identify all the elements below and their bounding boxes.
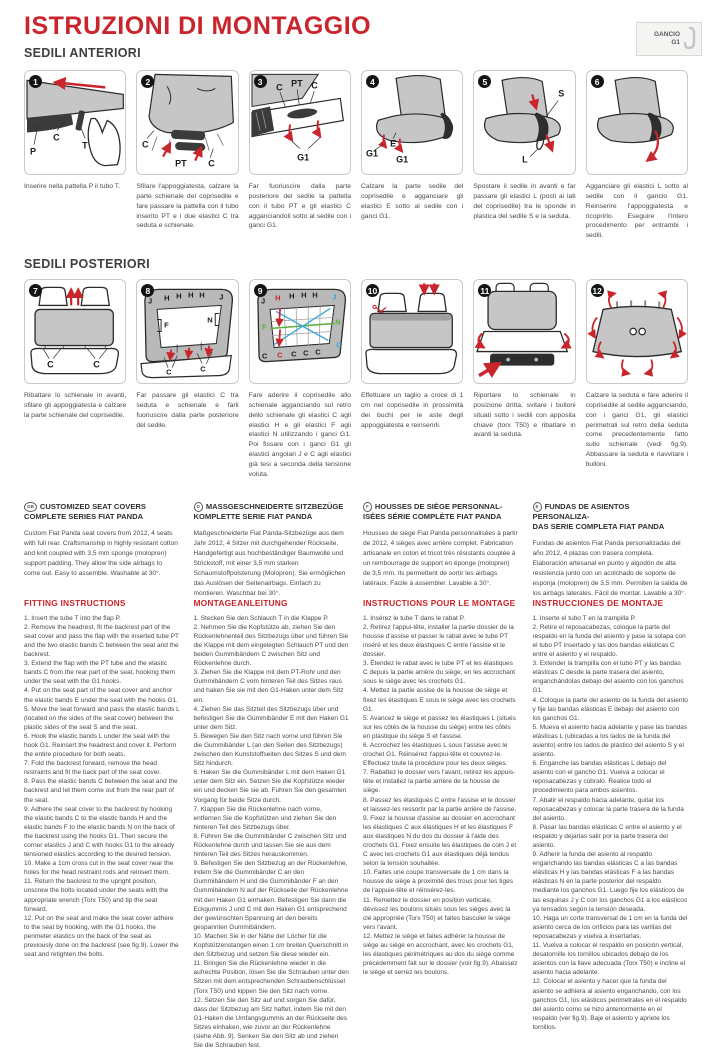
instruction-step: 7. Klappen Sie die Rückenlehne nach vorne, entfernen Sie die Kopfstützen und ziehen Sie den hinteren Teil des Sitzbezugs über.: [193, 805, 337, 831]
backrest-flap-illustration: [137, 71, 237, 174]
step-12-number-badge: 12: [592, 285, 602, 296]
step-9-number-badge: 9: [254, 284, 267, 297]
step-cell-6: [586, 70, 688, 241]
instruction-step: 6. Enganche las bandas elásticas L debajo del asiento con el gancho G1. Vuelva a colocar el reposacabezas y cúbralo. Realice todo el procedimiento para ambos asientos.: [532, 760, 667, 795]
step-5-caption: Spostare il sedile in avanti e far passare gli elastici L (posti ai lati del coprisedile) tra le sponde in plastica del sedile S e la seduta.: [473, 183, 576, 220]
step-10-figure: [361, 279, 463, 384]
instruction-step: 7. Rabattez le dossier vers l'avant, retirez les appuis-tête et installez la partie arrière de la housse de siège.: [363, 769, 516, 795]
fig-label: C: [93, 359, 100, 370]
lang-en-intro: Custom Fiat Panda seat covers from 2012, 4 seats with full rear. Craftsmanship in highly resistant cotton and knit coupled with 3,5 mm sponge (molopren) support padding. They allow the side airbags to come out. Easy to assemble. Washable at 30°.: [24, 530, 178, 577]
g1-hook-label: [654, 31, 680, 47]
instruction-step: 11. Bringen Sie die Rückenlehne wieder in die aufrechte Position, lösen Sie die Schrauben unter den Sitzen mit dem entsprechenden Schraubenschlüssel (Torx T50) und kippen Sie den Sitz nach vorne.: [193, 960, 349, 995]
seat-flap-tube-illustration: [25, 71, 125, 174]
page-header: [24, 12, 688, 60]
fig-label: C: [335, 340, 342, 350]
page-title: ISTRUZIONI DI MONTAGGIO: [24, 12, 372, 40]
fig-label: H: [199, 290, 205, 300]
instruction-step: 5. Mueva el asiento hacia adelante y pase las bandas elásticas L (ubicadas a los lados de la funda del asiento) entre los lados de plástico del asiento S y el asiento.: [532, 723, 688, 759]
fig-label: H: [300, 290, 307, 300]
instruction-step: 4. Put on the seat part of the seat cover and anchor the elastic bands E under the seat with the hooks G1.: [24, 687, 178, 704]
instruction-step: 7. Fold the backrest forward, remove the head restraints and fit the back part of the seat cover.: [24, 760, 161, 777]
instruction-step: 3. Extend the flap with the PT tube and the elastic bands C from the rear part of the seat, hooking them under the seat with the G1 hooks.: [24, 660, 176, 686]
lang-de-title-line2: KOMPLETTE SERIE FIAT PANDA: [193, 511, 313, 521]
lang-de-title: [194, 502, 350, 523]
instruction-step: 8. Pasar las bandas elásticas C entre el asiento y el respaldo y dejarlas salir por la parte trasera del asiento.: [532, 823, 682, 849]
lang-es-intro-block: [533, 502, 689, 598]
rear-seats-heading: SEDILI POSTERIORI: [24, 257, 150, 272]
seat-elastics-illustration: [362, 71, 462, 174]
lang-en-heading: FITTING INSTRUCTIONS: [24, 597, 126, 608]
instruction-step: 8. Führen Sie die Gummibänder C zwischen Sitz und Rückenlehne durch und lassen Sie sie aus dem hinteren Teil des Sitzes herauskommen.: [193, 832, 347, 859]
lang-column-fr: [363, 502, 519, 1050]
step-9-caption: Fare aderire il coprisedile allo schienale agganciando sul retro dello schienale gli elastici C agli elastici H e gli elastici F agli elastici N utilizzando i ganci G1. Poi fissare con i ganci G1 gli elastici angolari J e C agli elastici già tesi a seconda della tensione voluta.: [248, 392, 351, 478]
fig-label: L: [522, 154, 529, 165]
step-6-caption: Agganciare gli elastici L sotto al sedile con il gancio G1. Reinserire l'appoggiatesta e ricoprirlo. Eseguire l'intero procedimento per entrambi i sedili.: [585, 183, 688, 240]
step-2-caption: Sfilare l'appoggiatesta, calzare la parte schienale del coprisedile e fare passare la pattella con il tubo inserito PT e i due elastici C tra seduta e schienale.: [136, 183, 239, 230]
g1-hook-label-line2: G1: [671, 39, 680, 46]
instruction-step: 1. Stecken Sie den Schlauch T in die Klappe P.: [193, 614, 329, 622]
step-6-number-badge: 6: [591, 75, 604, 88]
step-11-caption: Riportare lo schienale in posizione dritta, svitare i bulloni situati sotto i sedili con apposita chiave (torx T50) e ribaltare in avanti la seduta.: [473, 392, 576, 439]
lang-es-title-line1: FUNDAS DE ASIENTOS PERSONALIZA-: [532, 501, 630, 521]
bench-headrests-illustration: [25, 280, 125, 383]
step-9-figure: [249, 279, 351, 384]
instruction-step: 4. Coloque la parte del asiento de la funda del asiento y fije las bandas elásticas E debajo del asiento con los ganchos G1.: [532, 696, 688, 722]
step-12-figure: [586, 279, 688, 384]
step-7-number-badge: 7: [29, 284, 42, 297]
lang-fr-title-line2: ISÉES SÉRIE COMPLÈTE FIAT PANDA: [363, 511, 502, 521]
lang-es-heading: INSTRUCCIONES DE MONTAJE: [532, 597, 664, 608]
instruction-step: 1. Insert the tube T into the flap P.: [24, 614, 121, 622]
lang-es-steps: [533, 614, 689, 1032]
fig-label: G1: [396, 154, 409, 165]
elastics-tension-grid-illustration: [250, 280, 350, 383]
instruction-step: 1. Inserte el tubo T en la trampilla P.: [532, 614, 636, 622]
fig-label: C: [290, 349, 297, 359]
g1-hook-legend: [636, 22, 702, 56]
fig-label: E: [390, 138, 397, 149]
lang-fr-intro-block: [363, 502, 519, 598]
step-cell-1: [24, 70, 126, 241]
fig-label: T: [82, 140, 88, 151]
step-3-number-badge: 3: [254, 75, 267, 88]
fig-label: C: [47, 359, 54, 370]
instruction-step: 11. Return the backrest to the upright position, unscrew the bolts located under the seats with the appropriate wrench (Torx T50) and tip the seat forward.: [24, 878, 169, 913]
fig-label: C: [310, 80, 318, 91]
fig-label: G1: [296, 152, 309, 163]
fig-label: G1: [366, 148, 379, 159]
step-2-number-badge: 2: [141, 75, 154, 88]
lang-es-title-line2: DAS SERIE COMPLETA FIAT PANDA: [532, 522, 665, 532]
step-10-number-badge: 10: [367, 285, 378, 296]
unscrew-bolts-illustration: [474, 280, 574, 383]
step-3-caption: Far fuoriuscire dalla parte posteriore del sedile la pattella con il tubo PT e gli elastici C agganciandoli sotto al sedile con i ganci G1.: [248, 183, 351, 230]
lang-column-de: [194, 502, 350, 1050]
instruction-step: 10. Make a 1cm cross cut in the seat cover near the holes for the head restraint rods and reinsert them.: [24, 860, 174, 877]
fig-label: C: [53, 132, 60, 143]
instruction-step: 5. Move the seat forward and pass the elastic bands L (located on the sides of the seat cover) between the plastic sides of the seat S and the seat.: [24, 705, 180, 731]
instruction-step: 6. Accrochez les élastiques L sous l'assise avec le crochet G1. Réinsérez l'appui-tête et couvrez-le. Effectuez toute la procédure pour les deux sièges.: [363, 741, 508, 768]
step-cell-11: [473, 279, 575, 480]
instruction-step: 10. Faites une coupe transversale de 1 cm dans la housse de siège à proximité des trous pour les tiges de l'appuie-tête et réinsérez-les.: [363, 869, 513, 895]
instruction-step: 9. Adherir la funda del asiento al respaldo enganchando las bandas elásticas C a las bandas elásticas H y las bandas elásticas F a las bandas elásticas N en la parte posterior del respaldo mediante los ganchos G1. Luego fije los elásticos de las esquinas J y C con los ganchos G1 a los elásticos ya tensados según la tensión deseada.: [532, 851, 688, 913]
instruction-step: 3. Étendez le rabat avec le tube PT et les élastiques C depuis la partie arrière du siège, en les accrochant sous le siège avec les crochets G1.: [363, 660, 516, 686]
instruction-step: 8. Pass the elastic bands C between the seat and the backrest and let them come out from the rear part of the seat.: [24, 778, 178, 804]
fig-label: PT: [290, 78, 303, 89]
fig-label: H: [274, 293, 281, 303]
instruction-step: 5. Avancez le siège et passez les élastiques L (situés sur les côtés de la housse du siège) entre les côtés en plastique du siège S et l'assise.: [363, 714, 516, 740]
instruction-step: 11. Vuelva a colocar el respaldo en posición vertical, desatornille los tornillos ubicados debajo de los asientos con la llave adecuada (Torx T50) e incline el asiento hacia adelante.: [532, 942, 686, 977]
step-8-number-badge: 8: [141, 284, 154, 297]
fig-label: H: [176, 291, 182, 301]
lang-de-intro-block: [194, 502, 350, 598]
step-10-caption: Effettuare un taglio a croce di 1 cm nel coprisedile in prossimità dei buchi per le aste degli appoggiatesta e reinserirli.: [361, 392, 464, 429]
fig-label: P: [30, 146, 37, 157]
lang-es-intro: Fundas de asientos Fiat Panda personalizadas del año 2012, 4 plazas con trasera completa. Elaboración artesanal en punto y algodón de alta resistencia junto con un acolchado de soporte de esponja (molopren) de 3,5 mm. Permiten la salida de los airbags laterales. Fácil de montar. Lavable a 30°.: [532, 540, 688, 597]
lang-de-intro: Maßgeschneiderte Fiat Panda-Sitzbezüge aus dem Jahr 2012, 4 Sitzer mit durchgehender Rückseite. Handgefertigt aus hochbeständiger Baumwolle und Strickstoff, mit einer 3,5 mm starken Schaumstoffpolsterung (Molopren). Sie ermöglichen das Auslösen der Seitenairbags. Einfach zu montieren. Waschbar bei 30°.: [193, 530, 346, 597]
lang-fr-intro: Housses de siège Fiat Panda personnalisées à partir de 2012, 4 sièges avec arrière complet. Fabrication artisanale en coton et tricot très résistants couplée à un rembourrage de support en éponge (molopren) de 3,5 mm. Ils permettent de sortir les airbags latéraux. Facile à assembler. Lavable à 30°.: [363, 530, 518, 587]
g1-hook-icon: [683, 26, 697, 52]
fig-label: C: [261, 351, 268, 361]
lang-fr-title-line1: HOUSSES DE SIÈGE PERSONNAL-: [374, 501, 503, 511]
instruction-step: 2. Retire el reposacabezas, coloque la parte del respaldo en la funda del asiento y pase la solapa con el tubo PT insertado y las dos bandas elásticas C entre el asiento y el respaldo.: [532, 623, 686, 659]
instruction-step: 4. Mettez la partie assise de la housse de siège et fixez les élastiques E sous le siège avec les crochets G1.: [363, 687, 516, 713]
instruction-step: 12. Setzen Sie den Sitz auf und sorgen Sie dafür, dass der Sitzbezug am Sitz haftet, indem Sie mit den G1-Haken die Umfangsgummis an der Rückseite des Sitzes einhaken, wie zuvor an der Rückenlehne (siehe Abb. 9). Senken Sie den Sitz ab und ziehen Sie die Schrauben fest.: [193, 996, 348, 1050]
step-cell-5: [473, 70, 575, 241]
step-cell-3: [249, 70, 351, 241]
instruction-step: 5. Bewegen Sie den Sitz nach vorne und führen Sie die Gummibänder L (an den Seiten des Sitzbezugs) zwischen den Kunststoffseiten des Sitzes S und dem Sitz hindurch.: [193, 732, 346, 768]
step-5-number-badge: 5: [478, 75, 491, 88]
instruction-step: 9. Adhere the seat cover to the backrest by hooking the elastic bands C to the elastic bands H and the elastic bands F to the elastic bands N on the back of the backrest using the hooks G1. Then secure the corner elastics J and C with hooks G1 to the already tensioned elastics according to the desired tension.: [24, 805, 175, 859]
g1-hook-label-line1: GANCIO: [654, 30, 680, 38]
lang-en-steps: [24, 614, 180, 960]
instruction-step: 6. Hook the elastic bands L under the seat with the hook G1. Reinsert the headrest and cover it. Perform the entire procedure for both seats.: [24, 732, 177, 759]
backrest-rear-elastics-illustration: [137, 280, 237, 383]
lang-es-code-badge: E: [533, 502, 542, 512]
lang-column-es: [533, 502, 689, 1050]
step-cell-4: [361, 70, 463, 241]
step-cell-2: [136, 70, 238, 241]
instruction-step: 10. Haga un corte transversal de 1 cm en la funda del asiento cerca de los orificios para las varillas del reposacabezas y vuelva a insertarlas.: [532, 914, 688, 940]
seat-side-elastics-illustration: [474, 71, 574, 174]
instruction-step: 10. Machen Sie in der Nähe der Löcher für die Kopfstützenstangen einen 1 cm breiten Querschnitt in den Sitzbezug und setzen Sie diese wieder ein.: [193, 932, 349, 959]
step-2-figure: [136, 70, 238, 175]
lang-en-intro-block: [24, 502, 180, 598]
lang-column-en: [24, 502, 180, 1050]
instruction-step: 3. Ziehen Sie die Klappe mit dem PT-Rohr und den Gummibändern C vom hinteren Teil des Sitzes raus und haken Sie sie mit den G1-Haken unter dem Sitz ein.: [193, 669, 344, 704]
step-1-caption: Inserire nella pattella P il tubo T.: [24, 183, 121, 190]
instruction-step: 12. Mettez le siège et faites adhérer la housse de siège au siège en accrochant, avec les crochets G1, les élastiques périmétriques au dos du siège comme précédemment fait sur le dossier (voir fig.9). Abaissez le siège et serrez les boulons.: [363, 932, 518, 977]
fig-label: F: [261, 322, 267, 332]
fig-label: C: [276, 350, 283, 360]
fig-label: N: [207, 315, 213, 325]
instruction-step: 9. Fixez la housse d'assise au dossier en accrochant les élastiques C aux élastiques H et les élastiques F aux élastiques N du dos du dossier à l'aide des crochets G1. Fixez ensuite les élastiques de coin J et C avec les crochets G1 aux élastiques déjà tendus selon la tension souhaitée.: [363, 814, 517, 868]
fig-label: PT: [175, 158, 187, 169]
lang-fr-code-badge: F: [363, 502, 372, 512]
instruction-step: 12. Put on the seat and make the seat cover adhere to the seat by hooking, with the G1 hooks, the perimeter elastics on the back of the seat as previously done on the backrest (see fig.9). Lower the seat and retighten the bolts.: [24, 914, 179, 959]
fig-label: J: [148, 296, 153, 306]
fig-label: H: [288, 291, 295, 301]
lang-fr-steps: [363, 614, 519, 978]
step-8-caption: Far passare gli elastici C tra seduta e schienale e farli fuoriuscire dalla parte posteriore del sedile.: [136, 392, 239, 429]
rear-steps-figures: [24, 279, 688, 480]
instruction-step: 1. Insérez le tube T dans le rabat P.: [363, 614, 465, 622]
instruction-step: 2. Retirez l'appui-tête, installer la partie dossier de la housse d'assise et passer le rabat avec le tube PT inséré et les deux élastiques C entre l'assise et le dossier.: [363, 623, 514, 659]
fig-label: H: [311, 290, 318, 300]
step-5-figure: [473, 70, 575, 175]
instruction-step: 11. Remettez le dossier en position verticale, dévissez les boulons situés sous les sièges avec la clé appropriée (Torx T50) et faites basculer le siège vers l'avant.: [363, 896, 511, 931]
fig-label: C: [142, 139, 149, 150]
lang-en-title-line1: CUSTOMIZED SEAT COVERS: [39, 501, 146, 511]
step-11-figure: [473, 279, 575, 384]
step-7-figure: [24, 279, 126, 384]
fig-label: F: [164, 320, 170, 330]
lang-de-steps: [194, 614, 350, 1050]
fig-label: J: [260, 296, 265, 306]
instruction-step: 8. Passez les élastiques C entre l'assise et le dossier et laissez-les ressortir par la partie arrière de l'assise.: [363, 796, 517, 813]
lang-de-heading: MONTAGEANLEITUNG: [193, 597, 288, 608]
step-6-figure: [586, 70, 688, 175]
lang-en-code-badge: GB: [24, 502, 37, 512]
instruction-step: 2. Remove the headrest, fit the backrest part of the seat cover and pass the flap with the inserted tube PT and the two elastic bands C between the seat and the backrest.: [24, 623, 179, 659]
instruction-step: 6. Haken Sie die Gummibänder L mit dem Haken G1 unter dem Sitz ein. Setzen Sie die Kopfstütze wieder ein und decken Sie sie ab. Führen Sie den gesamten Vorgang für beide Sitze durch.: [193, 769, 347, 804]
fig-label: H: [164, 293, 170, 303]
fig-label: C: [208, 158, 216, 169]
step-7-caption: Ribaltare lo schienale in avanti, sfilare gli appoggiatesta e calzare la parte schienale del coprisedile.: [24, 392, 127, 419]
step-12-caption: Calzare la seduta e fare aderire il coprisedile al sedile agganciando, con i ganci G1, gli elastici perimetrali sul retro della seduta come precedentemente fatto sullo schienale (vedi fig.9). Abbassare la seduta e riavvitare i bulloni.: [585, 392, 688, 468]
fig-label: C: [302, 348, 309, 358]
fig-label: C: [200, 364, 206, 374]
fig-label: J: [219, 292, 224, 302]
step-11-number-badge: 11: [480, 285, 490, 296]
fig-label: C: [275, 82, 283, 93]
step-cell-10: [361, 279, 463, 480]
step-cell-12: [586, 279, 688, 480]
step-cell-7: [24, 279, 126, 480]
instruction-step: 2. Nehmen Sie die Kopfstütze ab, ziehen Sie den Rückenlehnenteil des Sitzbezugs über und führen Sie die Klappe mit dem eingelegten Schlauch PT und den beiden Gummibändern C zwischen Sitz und Rückenlehne durch.: [193, 623, 349, 668]
step-cell-9: [249, 279, 351, 480]
step-4-number-badge: 4: [366, 75, 379, 88]
instruction-step: 9. Befestigen Sie den Sitzbezug an der Rückenlehne, indem Sie die Gummibänder C an den Gummibändern H und die Gummibänder F an den Gummibändern N auf der Rückseite der Rückenlehne mit den Haken G1 einhaken. Befestigen Sie dann die Eckgummis J und C mit den Haken G1 entsprechend der gewünschten Spannung an den bereits gespannten Gummibändern.: [193, 860, 349, 931]
fig-label: C: [314, 347, 321, 357]
step-3-figure: [249, 70, 351, 175]
lang-fr-heading: INSTRUCTIONS POUR LE MONTAGE: [363, 597, 516, 608]
step-cell-8: [136, 279, 238, 480]
lang-de-title-line1: MASSGESCHNEIDERTE SITZBEZÜGE: [205, 501, 344, 511]
instruction-step: 4. Ziehen Sie das Sitzteil des Sitzbezugs über und befestigen Sie die Gummibänder E mit den Haken G1 unter dem Sitz.: [193, 705, 349, 731]
fig-label: N: [334, 317, 341, 327]
instruction-step: 7. Abatir el respaldo hacia adelante, quitar los reposacabezas y colocar la parte trasera de la funda del asiento.: [532, 796, 684, 822]
fig-label: C: [166, 367, 172, 377]
step-8-figure: [136, 279, 238, 384]
fig-label: H: [188, 290, 194, 300]
step-1-number-badge: 1: [29, 75, 42, 88]
step-4-figure: [361, 70, 463, 175]
fig-label: S: [558, 88, 565, 99]
lang-de-code-badge: D: [194, 502, 203, 512]
lang-es-title: [533, 502, 689, 533]
fig-label: J: [331, 292, 337, 302]
instruction-step: 12. Colocar el asiento y hacer que la funda del asiento se adhiera al asiento enganchando, con los ganchos G1, los elásticos perimetrales en el respaldo del asiento como se hizo anteriormente en el respaldo (ver fig.9). Baje el asiento y apriete los tornillos.: [532, 978, 687, 1031]
lang-en-title-line2: COMPLETE SERIES FIAT PANDA: [24, 511, 144, 521]
front-steps-figures: [24, 70, 688, 241]
lang-fr-title: [363, 502, 519, 523]
lang-en-title: [24, 502, 180, 523]
language-columns: [24, 502, 688, 1050]
step-4-caption: Calzare la parte sedile del coprisedile e agganciare gli elastici E sotto al sedile con i ganci G1.: [361, 183, 464, 220]
instruction-step: 3. Extender la trampilla con el tubo PT y las bandas elásticas C desde la parte trasera del asiento, enganchándolas debajo del asiento con los ganchos G1.: [532, 660, 684, 695]
front-seats-heading: SEDILI ANTERIORI: [24, 46, 141, 60]
step-1-figure: [24, 70, 126, 175]
